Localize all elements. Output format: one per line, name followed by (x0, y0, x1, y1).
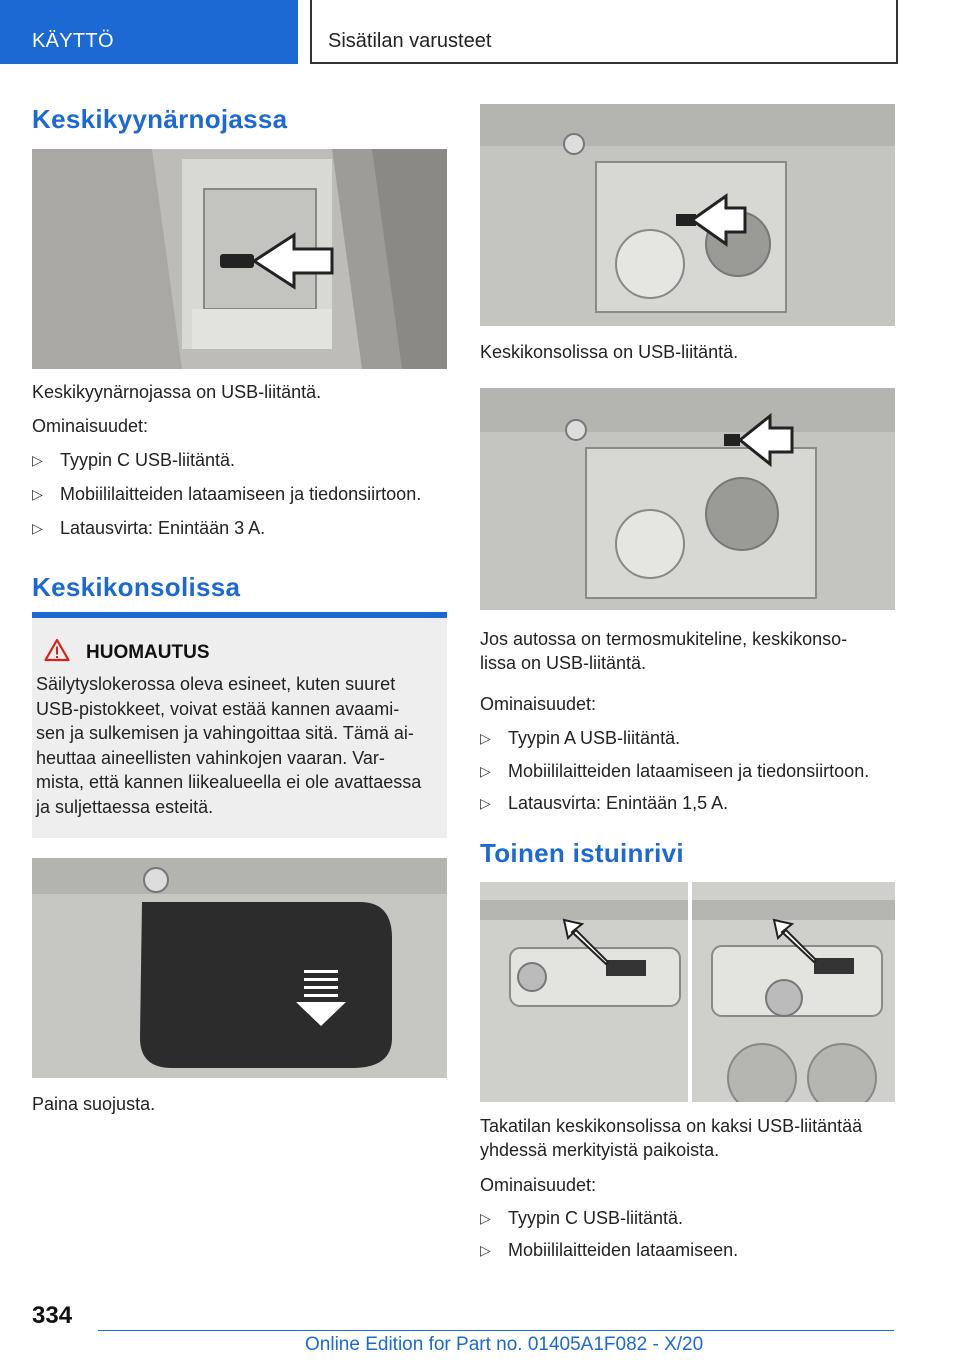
notice-title: HUOMAUTUS (86, 642, 210, 663)
bullet-icon: ▷ (480, 795, 491, 811)
warning-icon (44, 638, 70, 667)
bullet-icon: ▷ (32, 486, 43, 502)
footer-edition: Online Edition for Part no. 01405A1F082 - X/20 (305, 1334, 704, 1355)
caption-thermos: Jos autossa on termosmukiteline, keskikonso- lissa on USB-liitäntä. (480, 629, 848, 673)
bullet-icon: ▷ (32, 520, 43, 536)
props-label-2: Ominaisuudet: (480, 694, 597, 714)
notice-text: Säilytyslokerossa oleva esineet, kuten suuret USB-pistokkeet, voivat estää kannen avaami- sen ja sulkemisen ja vahingoittaa sitä. Tämä ai- heuttaa aineellisten vahinkojen vaaran. Var- mista, että kannen liikealueella ei ole avattaessa ja suljettaessa esteitä. (36, 674, 422, 817)
section-tab (0, 0, 298, 64)
bullet-icon: ▷ (32, 452, 43, 468)
photo-console-cover (32, 858, 447, 1078)
notice-box (32, 612, 447, 838)
heading-second-row: Toinen istuinrivi (480, 838, 684, 868)
page-title: Sisätilan varusteet (328, 30, 492, 52)
footer-rule (98, 1330, 894, 1331)
section-label: KÄYTTÖ (32, 30, 114, 52)
photo-armrest-usb (32, 149, 447, 369)
caption-rear: Takatilan keskikonsolissa on kaksi USB-liitäntää yhdessä merkityistä paikoista. (480, 1116, 863, 1160)
photo-console-thermos (480, 388, 895, 610)
caption-press-cover: Paina suojusta. (32, 1094, 156, 1114)
heading-armrest: Keskikyynärnojassa (32, 104, 288, 134)
photo-rear-usb-1 (480, 882, 688, 1102)
heading-console: Keskikonsolissa (32, 572, 241, 602)
caption-console-usb: Keskikonsolissa on USB-liitäntä. (480, 342, 739, 362)
props-label-3: Ominaisuudet: (480, 1175, 597, 1195)
caption-armrest: Keskikyynärnojassa on USB-liitäntä. (32, 382, 322, 402)
page-header (310, 0, 898, 64)
page-number: 334 (32, 1302, 73, 1329)
bullet-icon: ▷ (480, 1242, 491, 1258)
photo-console-usb (480, 104, 895, 326)
notice-bar (32, 612, 447, 618)
photo-rear-usb-2 (692, 882, 895, 1102)
bullet-icon: ▷ (480, 730, 491, 746)
bullet-icon: ▷ (480, 763, 491, 779)
bullet-icon: ▷ (480, 1210, 491, 1226)
props-label-1: Ominaisuudet: (32, 416, 149, 436)
